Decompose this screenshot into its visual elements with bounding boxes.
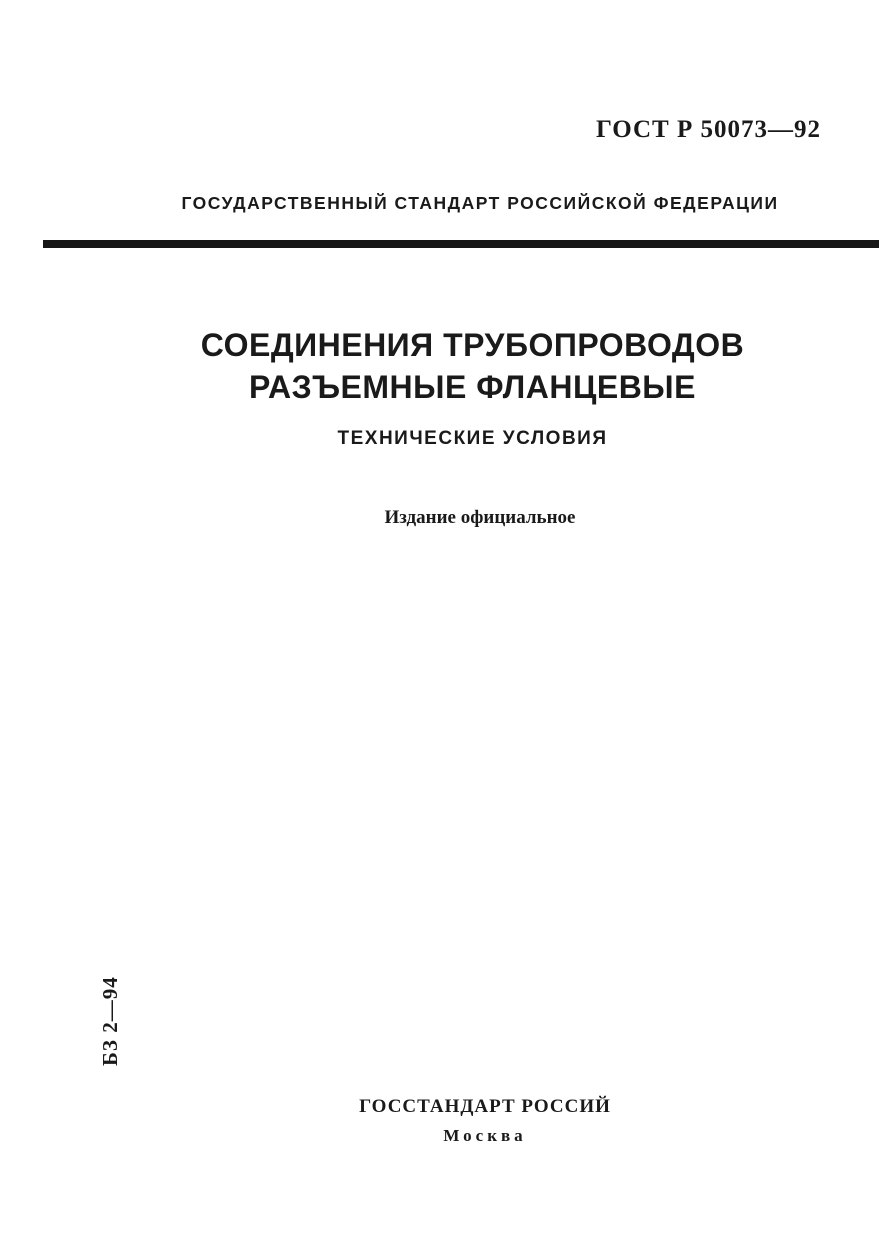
federation-header: ГОСУДАРСТВЕННЫЙ СТАНДАРТ РОССИЙСКОЙ ФЕДЕРАЦИИ — [181, 193, 779, 213]
edition-label: Издание официальное — [384, 507, 576, 528]
publisher-name: ГОССТАНДАРТ РОССИЙ — [359, 1096, 611, 1117]
header-divider — [43, 240, 879, 248]
title-line-1: СОЕДИНЕНИЯ ТРУБОПРОВОДОВ — [200, 327, 745, 363]
title-line-2: РАЗЪЕМНЫЕ ФЛАНЦЕВЫЕ — [249, 369, 696, 405]
document-title — [0, 324, 879, 408]
standard-number: ГОСТ Р 50073—92 — [595, 116, 821, 143]
side-code: БЗ 2—94 — [98, 976, 122, 1066]
document-subtitle: ТЕХНИЧЕСКИЕ УСЛОВИЯ — [337, 428, 608, 449]
publication-city: Москва — [443, 1126, 527, 1145]
